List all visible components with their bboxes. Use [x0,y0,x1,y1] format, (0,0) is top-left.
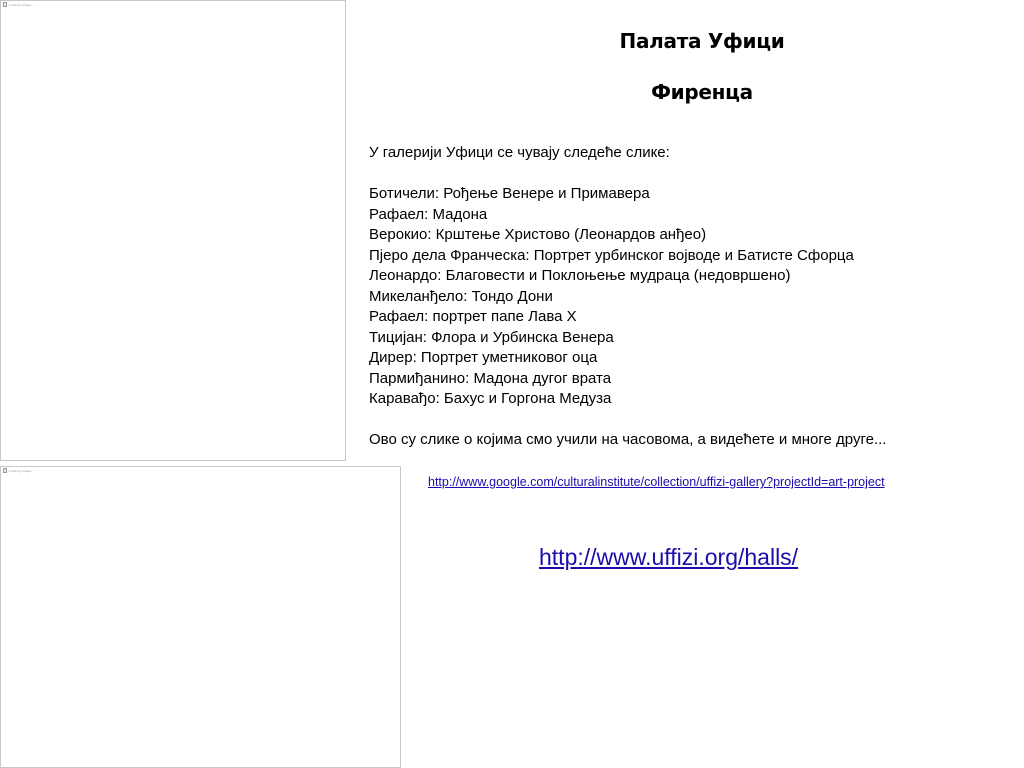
broken-image-indicator [3,468,34,473]
content-text-block [369,143,1009,451]
image-alt-text: Loading image... [9,2,34,7]
list-item: Пјеро дела Франческа: Портрет урбинског војводе и Батисте Сфорца [369,246,854,264]
list-item: Рафаел: портрет папе Лава X [369,308,577,325]
list-item: Микеланђело: Тондо Дони [369,287,553,305]
list-item: Верокио: Крштење Христово (Леонардов анђео) [369,226,707,243]
google-cultural-institute-link[interactable]: http://www.google.com/culturalinstitute/collection/uffizi-gallery?projectId=art-project [428,475,885,489]
broken-image-indicator [3,2,34,7]
image-placeholder-bottom [0,466,401,768]
image-alt-text: Loading image... [9,468,34,473]
spacer [369,410,1009,431]
list-item: Каравађо: Бахус и Горгона Медуза [369,390,612,407]
spacer [369,164,1009,185]
page-subtitle: Фиренца [651,80,753,104]
list-item: Пармиђанино: Мадона дугог врата [369,369,612,387]
page-title: Палата Уфици [619,29,785,53]
paintings-list [369,184,1009,410]
list-item: Ботичели: Рођење Венере и Примавера [369,185,650,202]
closing-text: Ово су слике о којима смо учили на часовома, а видећете и многе друге... [369,431,887,448]
list-item: Тицијан: Флора и Урбинска Венера [369,328,614,346]
uffizi-halls-link[interactable]: http://www.uffizi.org/halls/ [539,544,799,570]
broken-image-icon [3,2,7,7]
list-item: Дирер: Портрет уметниковог оца [369,349,598,366]
image-placeholder-top [0,0,346,461]
list-item: Леонардо: Благовести и Поклоњење мудраца (недовршено) [369,267,791,284]
intro-text: У галерији Уфици се чувају следеће слике: [369,144,670,161]
list-item: Рафаел: Мадона [369,205,488,223]
broken-image-icon [3,468,7,473]
